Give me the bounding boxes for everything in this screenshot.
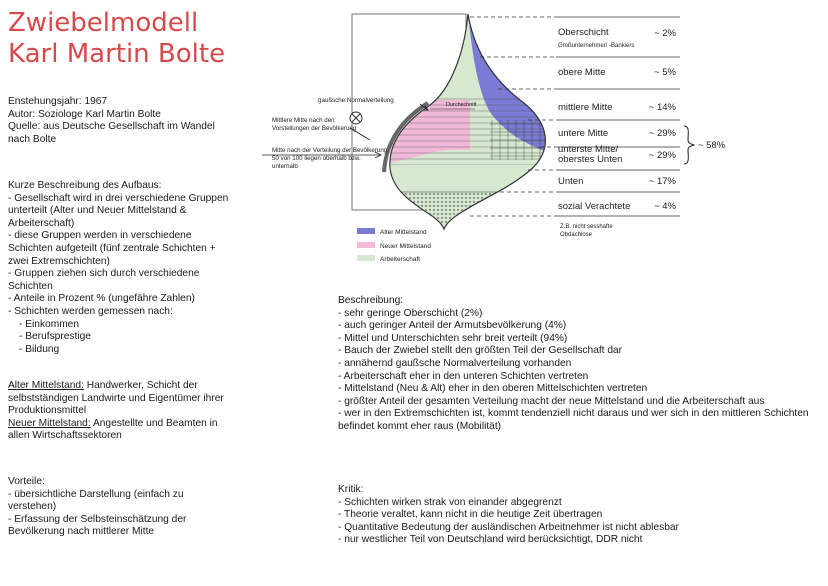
meta-author: Autor: Soziologe Karl Martin Bolte xyxy=(8,108,161,120)
list-item: - Bildung xyxy=(19,343,60,355)
legend-label: Neuer Mittelstand xyxy=(380,243,431,250)
list-item: - Arbeiterschaft eher in den unteren Schichten vertreten xyxy=(338,370,589,382)
legend-label: Arbeiterschaft xyxy=(380,256,421,263)
annotation-verteilung-line: Mitte nach der Verteilung der Bevölkerung 50 von 100 liegen oberhalb bzw. unterhalb xyxy=(272,147,388,170)
layer-label xyxy=(558,144,622,165)
list-item: - Schichten werden gemessen nach: xyxy=(8,305,173,317)
title-line-1: Zwiebelmodell xyxy=(8,8,199,38)
neu-mittelstand-text: Angestellte und Beamten in allen Wirtschaftssektoren xyxy=(8,417,218,442)
meta-source: Quelle: aus Deutsche Gesellschaft im Wandel nach Bolte xyxy=(8,121,215,145)
beschreibung-heading: Beschreibung: xyxy=(338,295,404,306)
list-item: - auch geringer Anteil der Armutsbevölkerung (4%) xyxy=(338,320,567,332)
note-line: Z.B. nicht sesshafte Obdachlose xyxy=(560,224,613,238)
annotation-gauss: gaußsche Normalverteilung xyxy=(318,97,394,104)
durchschnitt-label: Durchschnitt xyxy=(446,102,477,108)
list-item: - übersichtliche Darstellung (einfach zu verstehen) xyxy=(8,488,184,513)
neu-mittelstand-label: Neuer Mittelstand: xyxy=(8,417,91,429)
kritik-heading: Kritik: xyxy=(338,484,364,495)
legend-swatch xyxy=(357,228,375,234)
layer-pct: ~ 4% xyxy=(654,201,676,212)
legend xyxy=(357,228,431,263)
legend-swatch xyxy=(357,242,375,248)
list-item: - Bauch der Zwiebel stellt den größten Teil der Gesellschaft dar xyxy=(338,345,623,357)
list-item: - Mittelstand (Neu & Alt) eher in den oberen Mittelschichten vertreten xyxy=(338,383,648,395)
layer-pct: ~ 2% xyxy=(654,28,676,39)
layer-label: untere Mitte xyxy=(558,128,609,139)
list-item: - Quantitative Bedeutung der ausländischen Arbeitnehmer ist nicht ablesbar xyxy=(338,521,679,533)
list-item: - Mittel und Unterschichten sehr breit verteilt (94%) xyxy=(338,332,568,344)
layer-label: obere Mitte xyxy=(558,67,606,78)
list-item: - annähernd gaußsche Normalverteilung vorhanden xyxy=(338,357,572,369)
list-item: - sehr geringe Oberschicht (2%) xyxy=(338,307,483,319)
annotation-mitte-line: Mittlere Mitte nach den Vorstellungen der Bevölkerung xyxy=(272,117,357,132)
layer-pct: ~ 5% xyxy=(654,67,676,78)
layer-sublabel: Großunternehmer/ -Bankiers xyxy=(558,43,635,49)
brace-icon xyxy=(684,126,694,164)
layer-pct: ~ 14% xyxy=(648,102,676,113)
list-item: - Berufsprestige xyxy=(19,331,91,343)
layer-label-line: unterste Mitte/ xyxy=(558,144,619,155)
list-item: - Gruppen ziehen sich durch verschiedene Schichten xyxy=(8,268,200,292)
list-item: - diese Gruppen werden in verschiedene Schichten aufgeteilt (fünf zentrale Schichten + zwei Extremschichten) xyxy=(8,230,216,267)
list-item: - nur westlicher Teil von Deutschland wird berücksichtigt, DDR nicht xyxy=(338,534,643,546)
list-item: - größter Anteil der gesamten Verteilung macht der neue Mittelstand und die Arbeiterschaft aus xyxy=(338,395,765,407)
brace-pct: ~ 58% xyxy=(698,140,726,151)
layer-label: sozial Verachtete xyxy=(558,201,631,212)
layer-label: Oberschicht xyxy=(558,27,609,38)
layer-pct: ~ 29% xyxy=(648,150,676,161)
layer-pct: ~ 17% xyxy=(648,176,676,187)
alt-mittelstand-text: Handwerker, Schicht der selbstständigen Landwirte und Eigentümer ihrer Produktionsmittel xyxy=(8,380,224,417)
alt-mittelstand-label: Alter Mittelstand: xyxy=(8,380,84,391)
layer-label: Unten xyxy=(558,176,584,187)
vorteile-heading: Vorteile: xyxy=(8,476,45,487)
list-item: - Theorie veraltet, kann nicht in die heutige Zeit übertragen xyxy=(338,509,603,521)
list-item: - Anteile in Prozent % (ungefähre Zahlen) xyxy=(8,293,195,305)
legend-label: Alter Mittelstand xyxy=(380,229,427,236)
list-item: - Gesellschaft wird in drei verschiedene Gruppen unterteilt (Alter und Neuer Mittelstand & Arbeiterschaft) xyxy=(8,192,229,229)
legend-swatch xyxy=(357,255,375,261)
aufbau-heading: Kurze Beschreibung des Aufbaus: xyxy=(8,180,162,191)
layer-label: mittlere Mitte xyxy=(558,102,613,113)
title-line-2: Karl Martin Bolte xyxy=(8,39,226,69)
layer-pct: ~ 29% xyxy=(648,128,676,139)
meta-year: Enstehungsjahr: 1967 xyxy=(8,96,108,107)
list-item: - Einkommen xyxy=(19,318,80,330)
layer-label-line: oberstes Unten xyxy=(558,154,623,165)
list-item: - Schichten wirken strak von einander abgegrenzt xyxy=(338,496,562,508)
list-item: - Erfassung der Selbsteinschätzung der Bevölkerung nach mittlerer Mitte xyxy=(8,513,187,538)
list-item: - wer in den Extremschichten ist, kommt tendenziell nicht daraus und wer sich in den mittleren Schichten befindet kommt eher raus (Mobilität) xyxy=(338,408,809,432)
